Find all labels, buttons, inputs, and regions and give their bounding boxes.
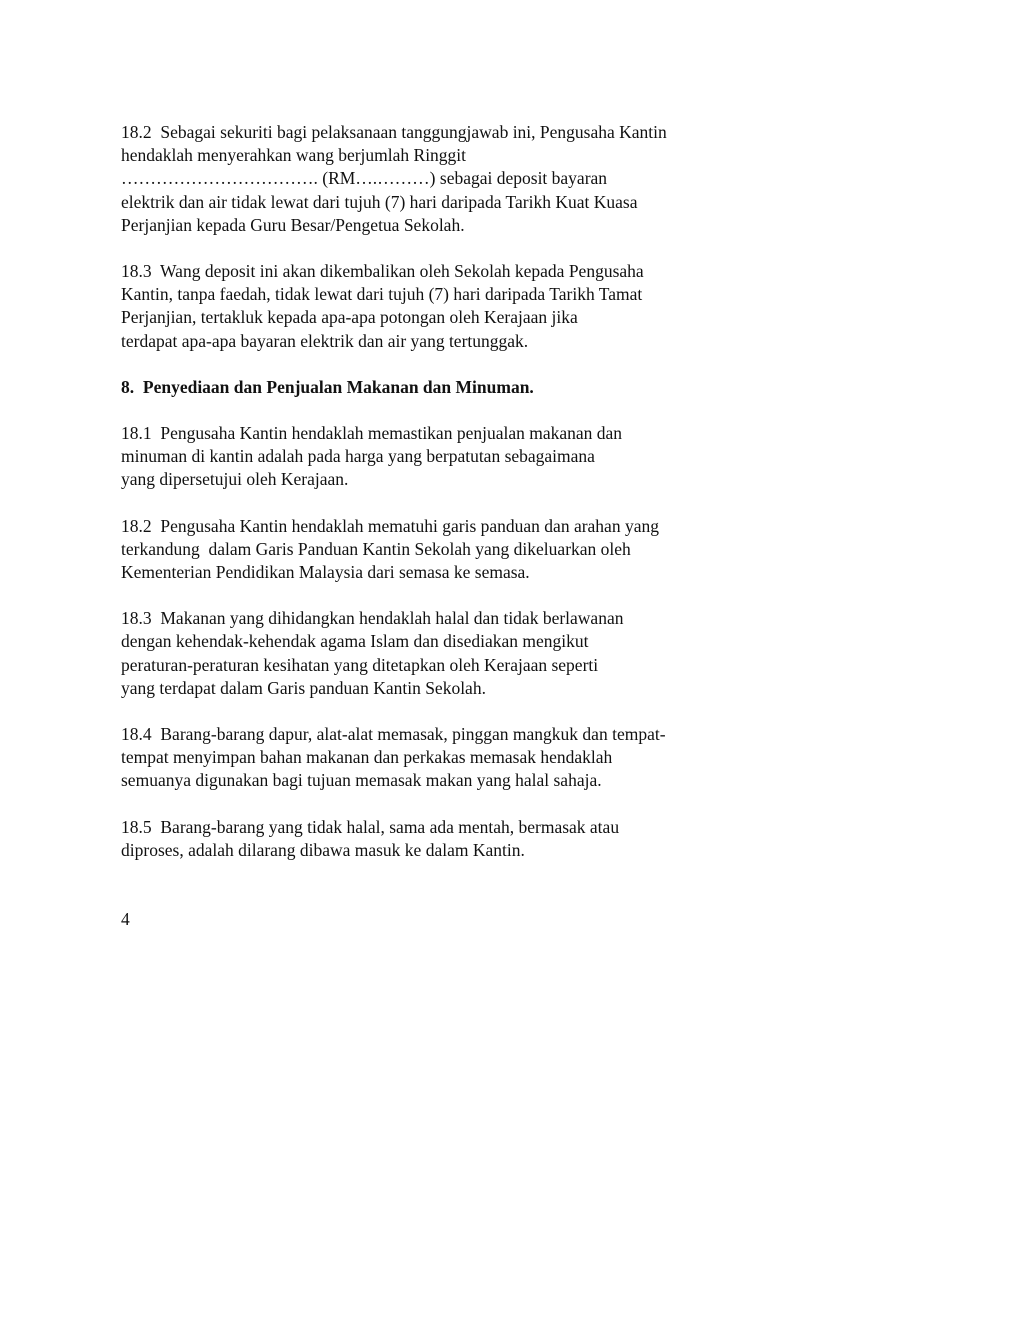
text-line: 18.3 Makanan yang dihidangkan hendaklah halal dan tidak berlawanan — [121, 608, 624, 629]
page-number: 4 — [121, 909, 130, 929]
text-line: 18.2 Pengusaha Kantin hendaklah mematuhi garis panduan dan arahan yang — [121, 515, 659, 536]
paragraph-18-4-kitchen-items — [121, 723, 761, 793]
paragraph-18-1-pricing — [121, 422, 761, 492]
paragraph-18-2-deposit — [121, 121, 761, 237]
text-line: minuman di kantin adalah pada harga yang berpatutan sebagaimana — [121, 446, 595, 467]
text-line: elektrik dan air tidak lewat dari tujuh (7) hari daripada Tarikh Kuat Kuasa — [121, 191, 638, 212]
text-line: hendaklah menyerahkan wang berjumlah Ringgit — [121, 145, 467, 166]
text-line: 18.2 Sebagai sekuriti bagi pelaksanaan tanggungjawab ini, Pengusaha Kantin — [121, 122, 667, 142]
paragraph-18-3-refund — [121, 260, 761, 353]
text-line: Perjanjian, tertakluk kepada apa-apa potongan oleh Kerajaan jika — [121, 307, 578, 328]
document-page — [121, 121, 761, 885]
text-line: Kantin, tanpa faedah, tidak lewat dari tujuh (7) hari daripada Tarikh Tamat — [121, 284, 643, 305]
text-line: 18.4 Barang-barang dapur, alat-alat memasak, pinggan mangkuk dan tempat- — [121, 724, 666, 745]
text-line: semuanya digunakan bagi tujuan memasak makan yang halal sahaja. — [121, 770, 602, 791]
text-line: 18.1 Pengusaha Kantin hendaklah memastikan penjualan makanan dan — [121, 423, 623, 444]
text-line: ……………………………. (RM….………) sebagai deposit bayaran — [121, 168, 608, 189]
text-line: terdapat apa-apa bayaran elektrik dan air yang tertunggak. — [121, 330, 529, 351]
paragraph-18-3-halal-food — [121, 607, 761, 700]
text-line: Perjanjian kepada Guru Besar/Pengetua Sekolah. — [121, 214, 465, 235]
text-line: 18.3 Wang deposit ini akan dikembalikan oleh Sekolah kepada Pengusaha — [121, 261, 644, 282]
text-line: 18.5 Barang-barang yang tidak halal, sama ada mentah, bermasak atau — [121, 816, 620, 837]
text-line: diproses, adalah dilarang dibawa masuk ke dalam Kantin. — [121, 839, 525, 860]
text-line: terkandung dalam Garis Panduan Kantin Sekolah yang dikeluarkan oleh — [121, 538, 631, 559]
text-line: dengan kehendak-kehendak agama Islam dan disediakan mengikut — [121, 631, 589, 652]
text-line: yang dipersetujui oleh Kerajaan. — [121, 469, 349, 490]
text-line: Kementerian Pendidikan Malaysia dari semasa ke semasa. — [121, 562, 530, 583]
paragraph-18-5-prohibited-items — [121, 816, 761, 862]
paragraph-18-2-guidelines — [121, 515, 761, 585]
text-line: tempat menyimpan bahan makanan dan perkakas memasak hendaklah — [121, 747, 613, 768]
text-line: peraturan-peraturan kesihatan yang ditetapkan oleh Kerajaan seperti — [121, 654, 599, 675]
text-line: yang terdapat dalam Garis panduan Kantin Sekolah. — [121, 677, 486, 698]
section-heading: 8. Penyediaan dan Penjualan Makanan dan Minuman. — [121, 376, 534, 397]
